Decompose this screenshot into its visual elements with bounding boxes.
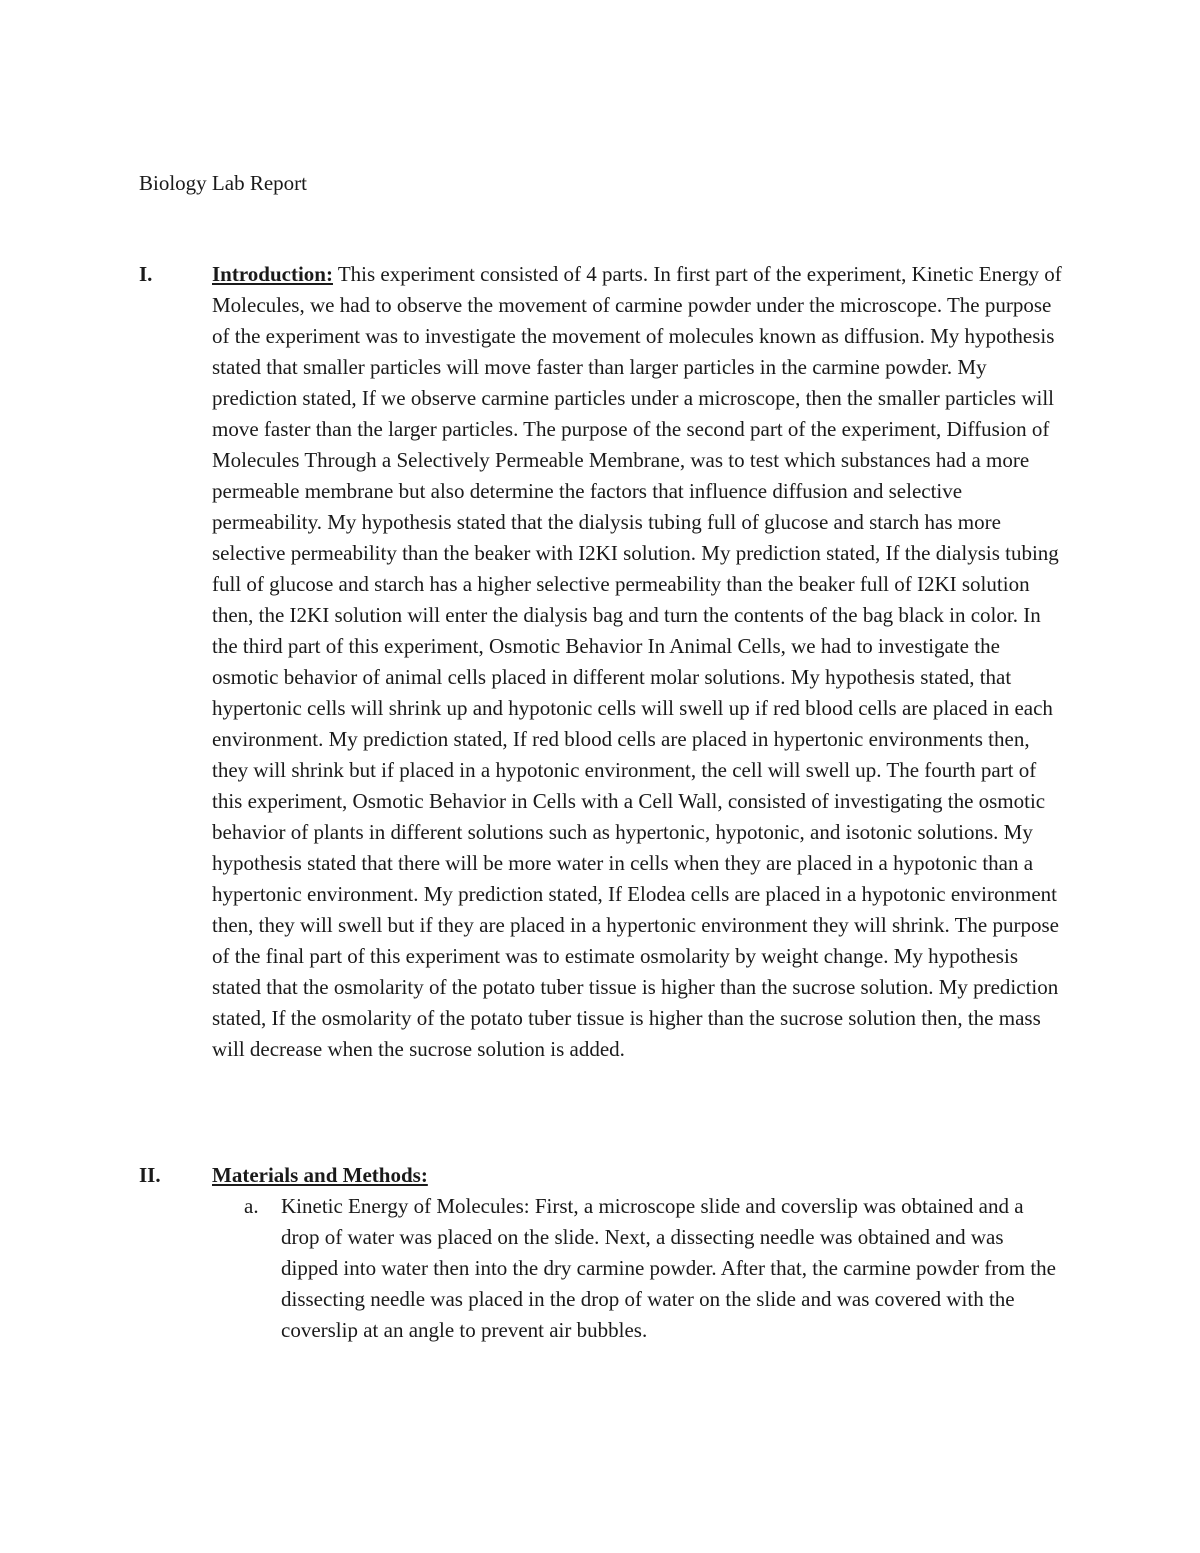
- section-heading: Introduction:: [212, 262, 333, 286]
- section-introduction: [139, 259, 1064, 1065]
- section-body: [212, 1160, 1064, 1191]
- list-item: [244, 1191, 1064, 1346]
- section-numeral: I.: [139, 262, 153, 286]
- section-heading: Materials and Methods:: [212, 1163, 428, 1187]
- section-text: This experiment consisted of 4 parts. In first part of the experiment, Kinetic Energy of Molecules, we had to observe the movement of carmine powder under the microscope. The purpose of the experiment was to investigate the movement of molecules known as diffusion. My hypothesis stated that smaller particles will move faster than larger particles in the carmine powder. My prediction stated, If we observe carmine particles under a microscope, then the smaller particles will move faster than the larger particles. The purpose of the second part of the experiment, Diffusion of Molecules Through a Selectively Permeable Membrane, was to test which substances had a more permeable membrane but also determine the factors that influence diffusion and selective permeability. My hypothesis stated that the dialysis tubing full of glucose and starch has more selective permeability than the beaker with I2KI solution. My prediction stated, If the dialysis tubing full of glucose and starch has a higher selective permeability than the beaker full of I2KI solution then, the I2KI solution will enter the dialysis bag and turn the contents of the bag black in color. In the third part of this experiment, Osmotic Behavior In Animal Cells, we had to investigate the osmotic behavior of animal cells placed in different molar solutions. My hypothesis stated, that hypertonic cells will shrink up and hypotonic cells will swell up if red blood cells are placed in each environment. My prediction stated, If red blood cells are placed in hypertonic environments then, they will shrink but if placed in a hypotonic environment, the cell will swell up. The fourth part of this experiment, Osmotic Behavior in Cells with a Cell Wall, consisted of investigating the osmotic behavior of plants in different solutions such as hypertonic, hypotonic, and isotonic solutions. My hypothesis stated that there will be more water in cells when they are placed in a hypotonic than a hypertonic environment. My prediction stated, If Elodea cells are placed in a hypotonic environment then, they will swell but if they are placed in a hypertonic environment they will shrink. The purpose of the final part of this experiment was to estimate osmolarity by weight change. My hypothesis stated that the osmolarity of the potato tuber tissue is higher than the sucrose solution. My prediction stated, If the osmolarity of the potato tuber tissue is higher than the sucrose solution then, the mass will decrease when the sucrose solution is added.: [212, 262, 1062, 1061]
- document-title: Biology Lab Report: [139, 171, 307, 195]
- list-item-letter: a.: [244, 1194, 259, 1218]
- section-materials-methods: [139, 1160, 1064, 1346]
- section-numeral: II.: [139, 1163, 161, 1187]
- list-item-text: Kinetic Energy of Molecules: First, a microscope slide and coverslip was obtained and a drop of water was placed on the slide. Next, a dissecting needle was obtained and was dipped into water then into the dry carmine powder. After that, the carmine powder from the dissecting needle was placed in the drop of water on the slide and was covered with the coverslip at an angle to prevent air bubbles.: [281, 1194, 1057, 1342]
- section-body: [212, 259, 1064, 1065]
